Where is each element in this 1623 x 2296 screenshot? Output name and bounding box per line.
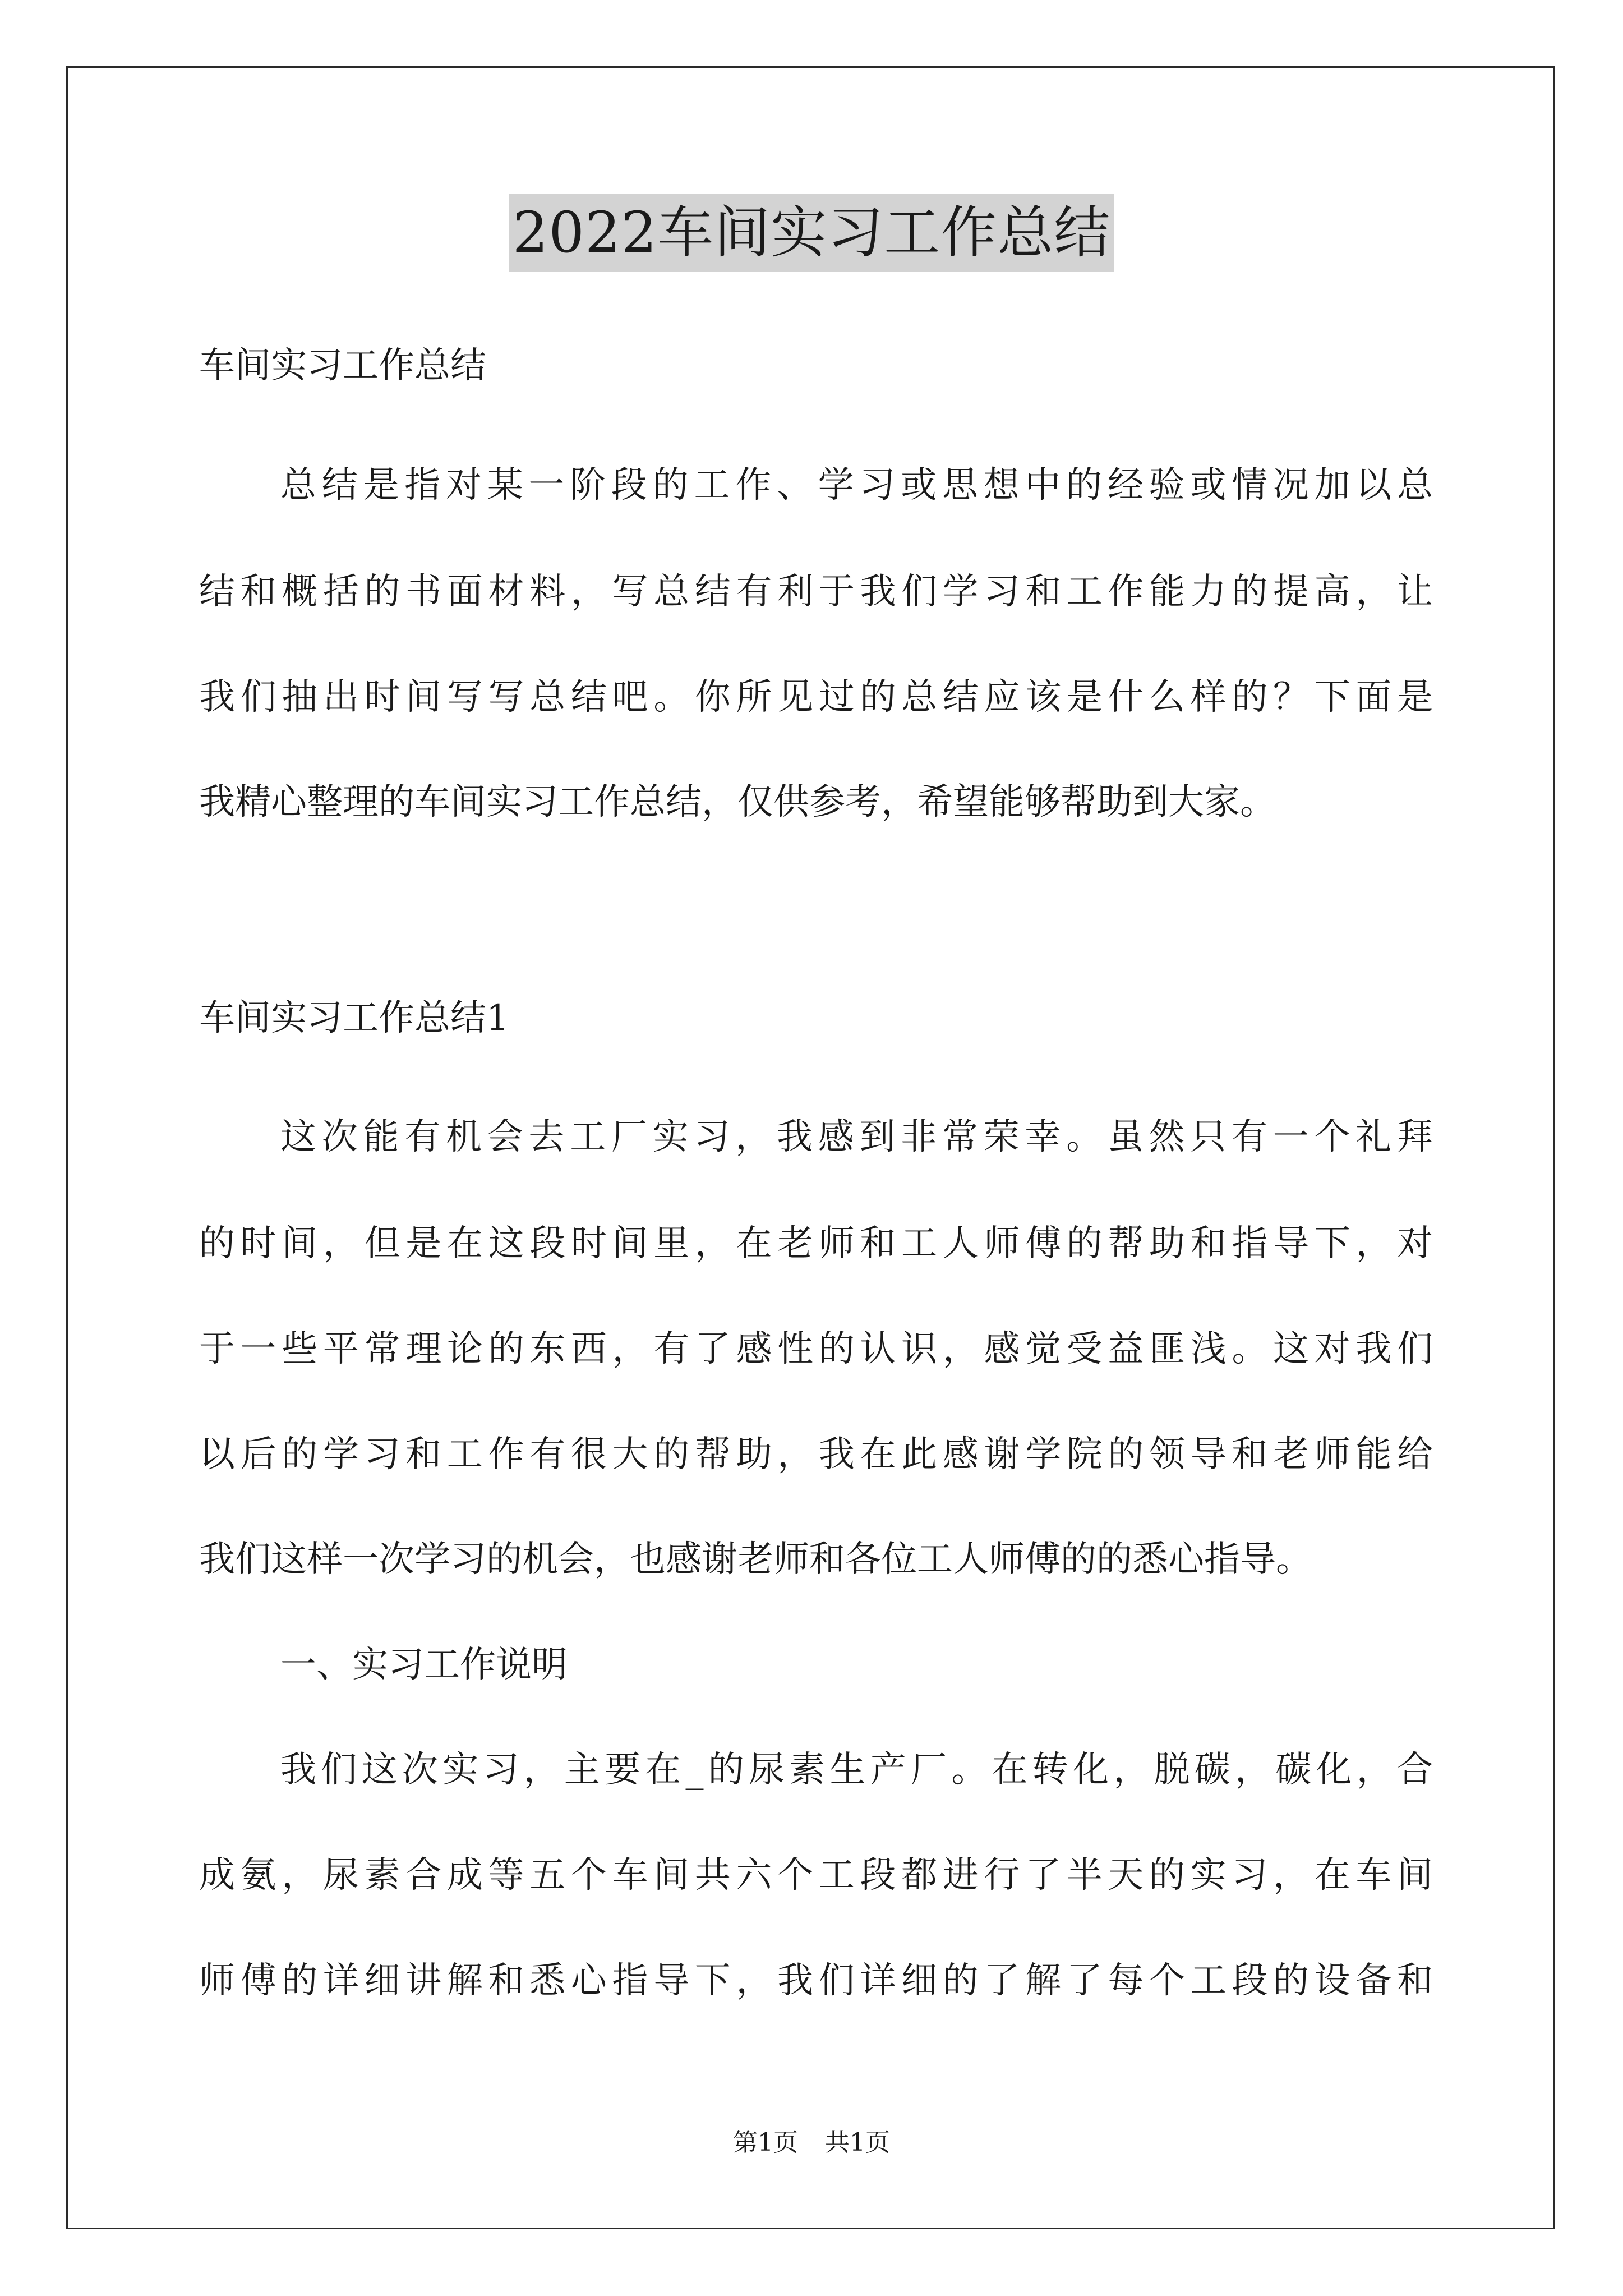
page-footer — [0, 2126, 1623, 2160]
intro-line: 我们抽出时间写写总结吧。你所见过的总结应该是什么样的？下面是 — [199, 677, 1433, 718]
paragraph-line: 于一些平常理论的东西，有了感性的认识，感觉受益匪浅。这对我们 — [199, 1328, 1433, 1370]
paragraph-line: 这次能有机会去工厂实习，我感到非常荣幸。虽然只有一个礼拜 — [280, 1116, 1433, 1158]
intro-heading: 车间实习工作总结 — [199, 345, 486, 386]
page-number: 第1页 — [733, 2128, 798, 2157]
intro-line: 我精心整理的车间实习工作总结，仅供参考，希望能够帮助到大家。 — [199, 781, 1276, 823]
paragraph-line: 师傅的详细讲解和悉心指导下，我们详细的了解了每个工段的设备和 — [199, 1960, 1433, 2001]
title-container — [0, 194, 1623, 272]
paragraph-line: 以后的学习和工作有很大的帮助，我在此感谢学院的领导和老师能给 — [199, 1434, 1433, 1475]
paragraph-line: 我们这样一次学习的机会，也感谢老师和各位工人师傅的的悉心指导。 — [199, 1539, 1312, 1580]
paragraph-line: 的时间，但是在这段时间里，在老师和工人师傅的帮助和指导下，对 — [199, 1223, 1433, 1264]
subsection-heading: 一、实习工作说明 — [280, 1644, 568, 1686]
page-total: 共1页 — [825, 2128, 890, 2157]
document-title: 2022车间实习工作总结 — [509, 194, 1114, 272]
intro-line: 总结是指对某一阶段的工作、学习或思想中的经验或情况加以总 — [280, 464, 1433, 506]
paragraph-line: 我们这次实习，主要在_的尿素生产厂。在转化，脱碳，碳化，合 — [280, 1749, 1433, 1791]
paragraph-line: 成氨，尿素合成等五个车间共六个工段都进行了半天的实习，在车间 — [199, 1855, 1433, 1896]
section-heading: 车间实习工作总结1 — [199, 997, 509, 1039]
intro-line: 结和概括的书面材料，写总结有利于我们学习和工作能力的提高，让 — [199, 571, 1433, 613]
